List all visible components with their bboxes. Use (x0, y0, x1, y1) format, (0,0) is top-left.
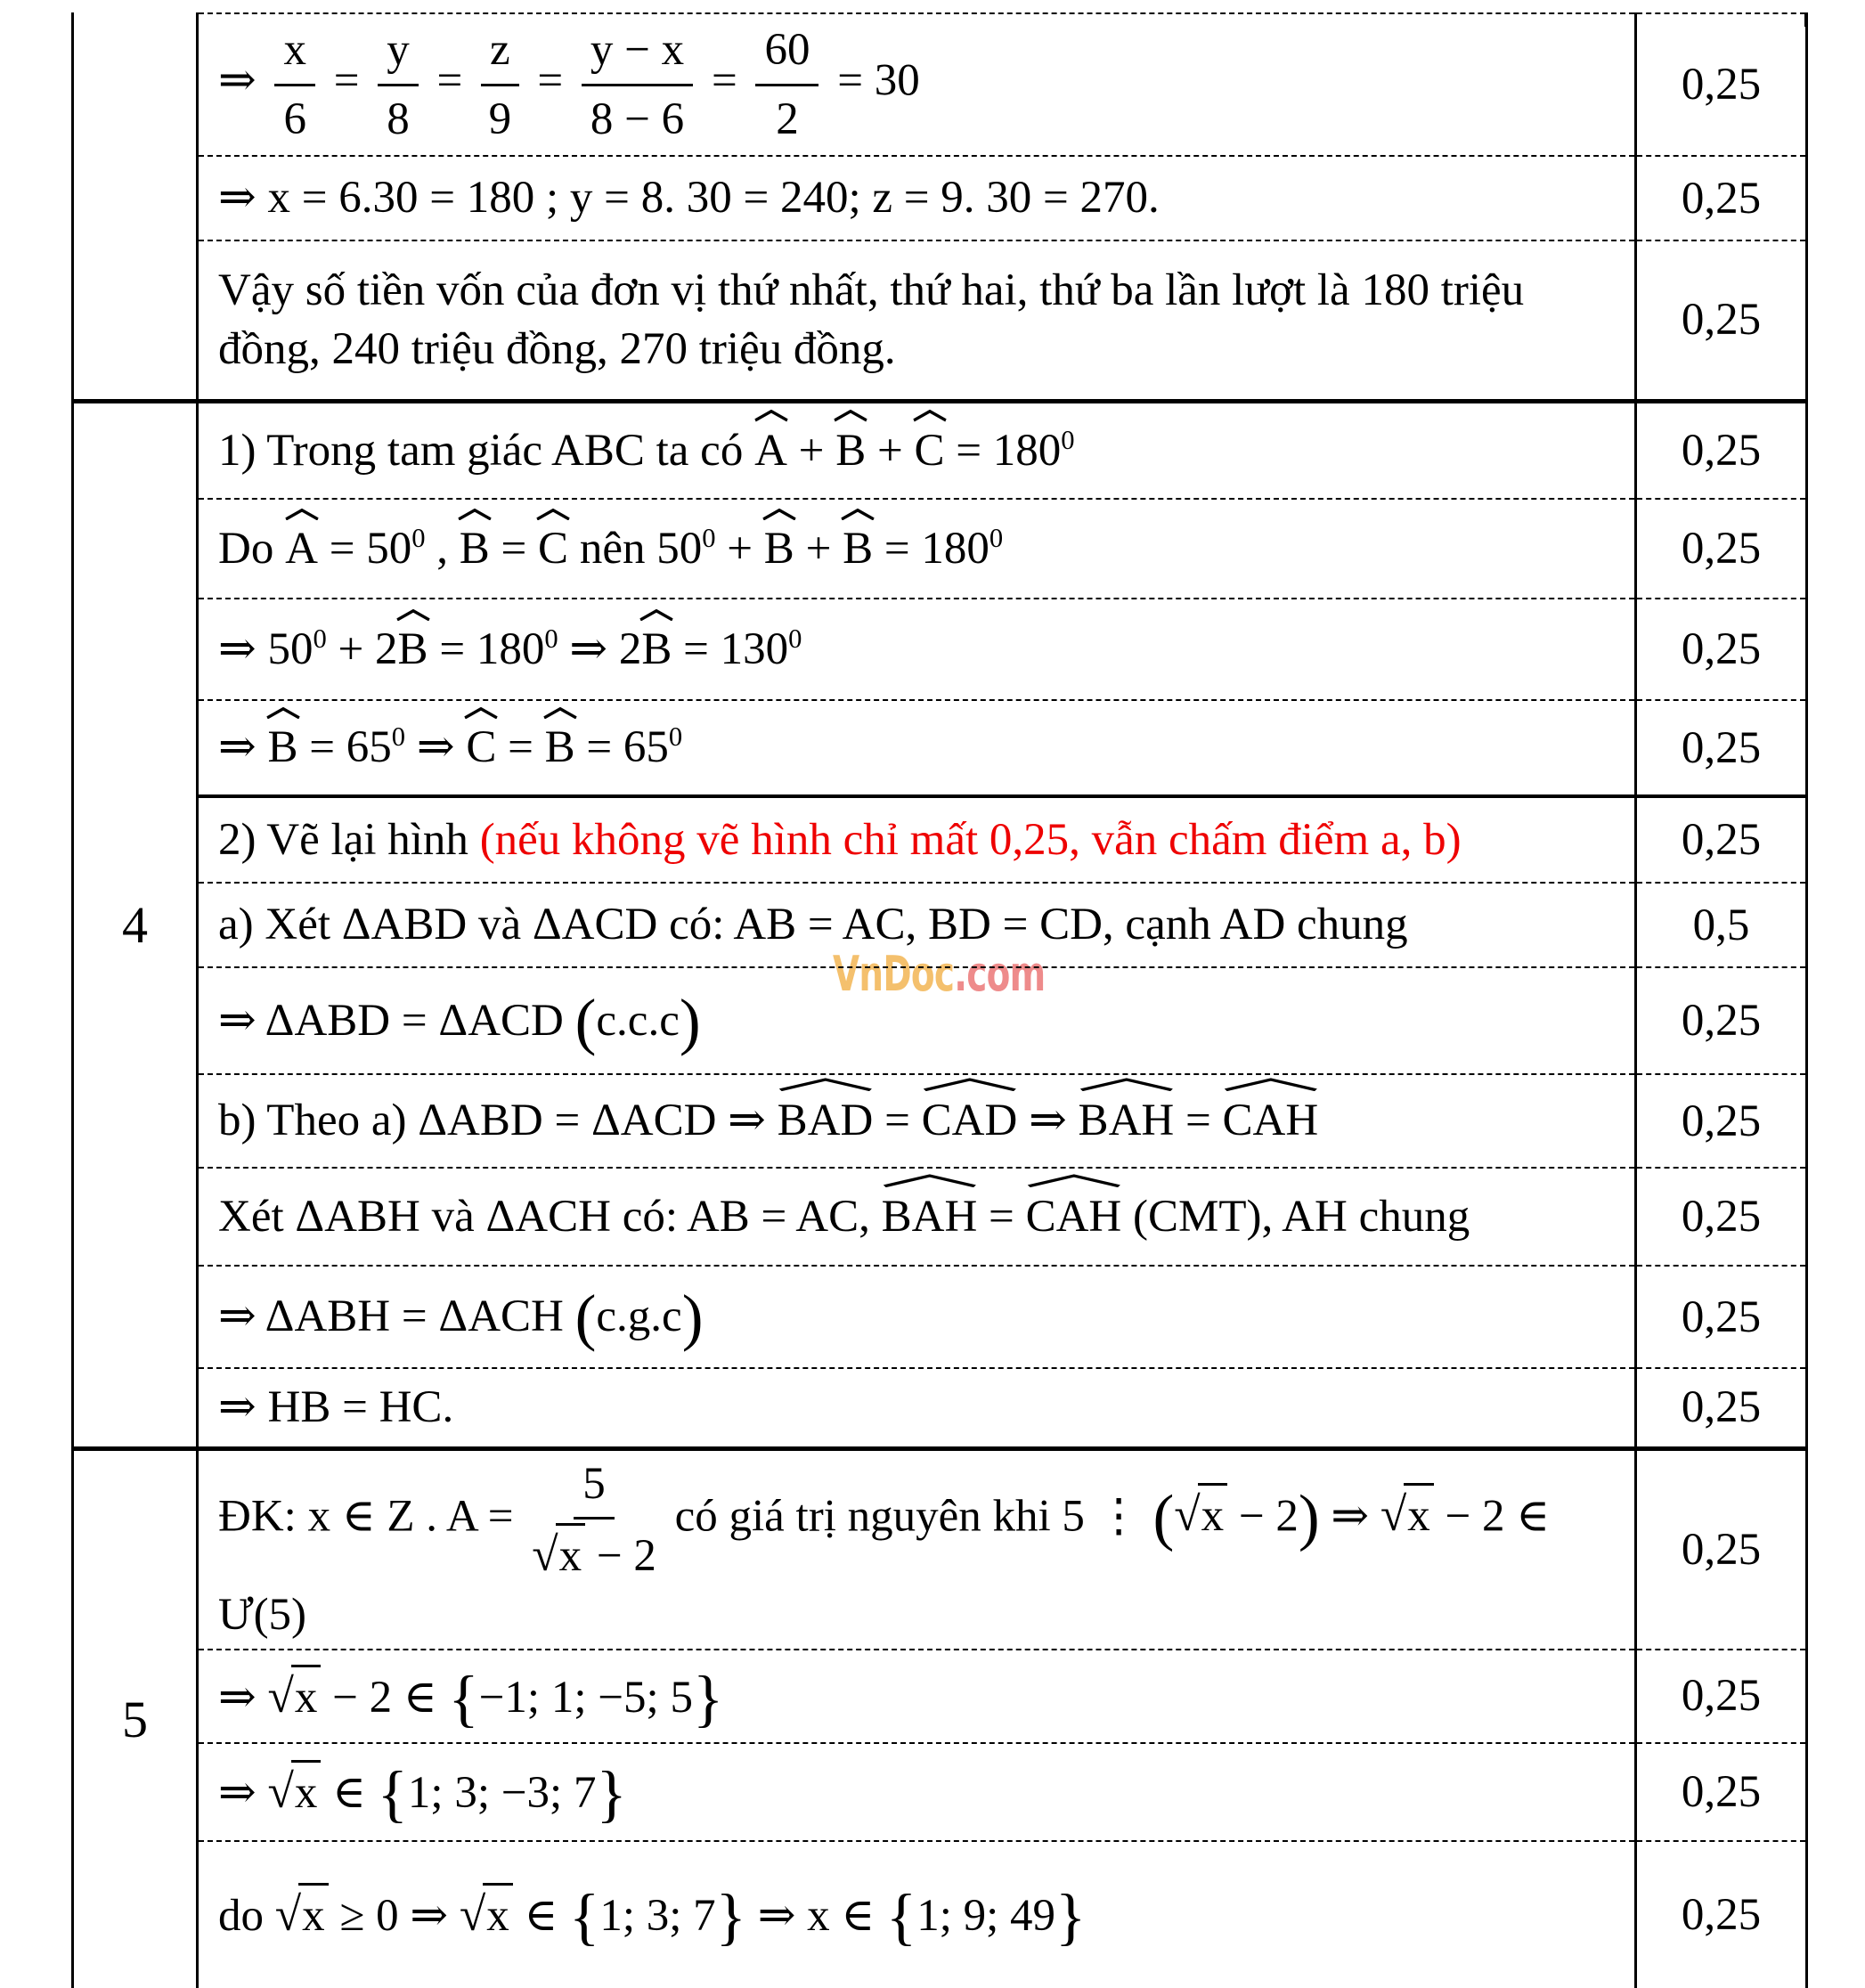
math-text: = 50 (317, 523, 412, 574)
superscript: 0 (313, 623, 327, 654)
hat-base: C (538, 523, 569, 574)
math-text: ∈ (321, 1768, 378, 1819)
big-delimiter: } (692, 1663, 724, 1734)
hat-icon (762, 509, 796, 520)
big-delimiter: ) (681, 1282, 704, 1353)
math-text: = (496, 722, 545, 773)
angle-wide-hat (1026, 1187, 1122, 1246)
column-rule-extension (1804, 12, 1807, 27)
superscript: 0 (989, 522, 1004, 553)
math-text: ⇒ (1017, 1096, 1079, 1146)
big-delimiter: } (715, 1881, 746, 1952)
big-delimiter: } (596, 1758, 627, 1829)
math-text: x (283, 25, 306, 76)
fraction (582, 20, 693, 149)
superscript: 0 (411, 522, 426, 553)
wide-hat-icon (1026, 1174, 1122, 1187)
hat-base: BAH (881, 1191, 978, 1242)
solution-cell (198, 1743, 1636, 1841)
square-root (459, 1887, 513, 1942)
radical-icon: √ (267, 1668, 294, 1723)
math-text: (CMT), AH chung (1121, 1191, 1470, 1242)
hat-base: B (843, 523, 874, 574)
radicand: x (291, 1760, 322, 1822)
score-cell: 0,25 (1636, 700, 1807, 796)
score-cell: 0,25 (1636, 240, 1807, 401)
math-text: Do (218, 523, 286, 574)
big-delimiter: ( (1152, 1481, 1175, 1552)
math-text: = 30 (826, 55, 920, 106)
solution-cell (198, 499, 1636, 599)
math-text: = (525, 55, 574, 106)
hat-base: B (835, 425, 867, 476)
table-row (73, 1448, 1807, 1650)
math-text: c.g.c (596, 1291, 682, 1342)
big-delimiter: ) (679, 986, 701, 1057)
math-text: 8 − 6 (590, 94, 685, 144)
score-cell: 0,25 (1636, 1841, 1807, 1988)
table-row (73, 599, 1807, 700)
math-text: 5 (582, 1458, 606, 1509)
math-text: y (387, 25, 410, 76)
hat-icon (536, 509, 570, 520)
big-delimiter: { (885, 1881, 917, 1952)
table-row (73, 13, 1807, 156)
fraction (481, 20, 519, 149)
wide-hat-icon (882, 1174, 978, 1187)
math-text: ⇒ HB = HC. (218, 1382, 454, 1433)
math-text: = (489, 523, 539, 574)
radical-icon: √ (267, 1764, 294, 1819)
fraction-denominator (590, 86, 684, 149)
math-text: 1; 3; −3; 7 (407, 1768, 597, 1819)
math-text: = 180 (873, 523, 990, 574)
math-text: 2) Vẽ lại hình (218, 814, 480, 865)
solution-cell (198, 883, 1636, 967)
math-text: = 130 (672, 623, 789, 674)
math-text: = (873, 1096, 922, 1146)
math-text: = (322, 55, 371, 106)
fraction-numerator (574, 1454, 615, 1520)
hat-icon (834, 410, 867, 421)
angle-wide-hat (882, 1187, 978, 1246)
score-cell: 0,25 (1636, 1743, 1807, 1841)
radicand: x (298, 1883, 329, 1945)
fraction-numerator (274, 20, 315, 86)
angle-hat (835, 421, 866, 480)
hat-base: BAH (1078, 1096, 1175, 1146)
solution-cell (198, 1841, 1636, 1988)
table-row (73, 883, 1807, 967)
score-cell: 0,5 (1636, 883, 1807, 967)
hat-base: B (641, 623, 672, 674)
math-text: do (218, 1891, 275, 1942)
big-delimiter: { (448, 1663, 479, 1734)
math-text: + (715, 523, 764, 574)
radical-icon: √ (459, 1887, 486, 1942)
score-cell: 0,25 (1636, 1368, 1807, 1448)
solution-cell (198, 1650, 1636, 1743)
angle-wide-hat (1223, 1091, 1319, 1150)
scoring-table (71, 12, 1808, 1988)
table-row (73, 1841, 1807, 1988)
math-text: −1; 1; −5; 5 (478, 1672, 693, 1723)
hat-base: CAH (1025, 1191, 1122, 1242)
score-cell: 0,25 (1636, 499, 1807, 599)
math-text: 60 (764, 25, 810, 76)
hat-base: C (466, 722, 497, 773)
table-row (73, 401, 1807, 499)
fraction (274, 20, 315, 149)
math-text: = 180 (944, 425, 1062, 476)
superscript: 0 (391, 721, 406, 753)
hat-icon (284, 509, 318, 520)
angle-wide-hat (922, 1091, 1018, 1150)
hat-base: CAH (1222, 1096, 1319, 1146)
big-delimiter: { (569, 1881, 600, 1952)
score-cell: 0,25 (1636, 156, 1807, 240)
answer-table-body (73, 13, 1807, 1988)
solution-cell (198, 796, 1636, 883)
superscript: 0 (668, 721, 683, 753)
math-text: có giá trị nguyên khi 5 ⋮ (663, 1491, 1153, 1542)
math-text: 6 (283, 94, 306, 144)
table-row (73, 1743, 1807, 1841)
math-text: = 65 (297, 722, 392, 773)
angle-hat (843, 519, 873, 578)
math-text: − 2 (585, 1530, 656, 1581)
solution-cell (198, 599, 1636, 700)
math-text: ⇒ x ∈ (745, 1891, 886, 1942)
math-text: ⇒ (405, 722, 467, 773)
math-text: ⇒ 2 (558, 623, 642, 674)
fraction-denominator (776, 86, 799, 149)
angle-hat (285, 519, 318, 578)
solution-cell (198, 1448, 1636, 1650)
angle-hat (466, 718, 496, 777)
question-number-cell: 5 (73, 1448, 198, 1988)
math-text: ⇒ ΔABH = ΔACH (218, 1291, 575, 1342)
watermark-secondary-text: .com (954, 946, 1046, 1002)
table-row (73, 1168, 1807, 1266)
red-note-text: (nếu không vẽ hình chỉ mất 0,25, vẫn chấm điểm a, b) (479, 814, 1462, 865)
math-text: a) Xét ΔABD và ΔACD có: AB = AC, BD = CD, cạnh AD chung (218, 900, 1408, 950)
hat-icon (753, 410, 787, 421)
column-rule-extension (71, 12, 74, 27)
score-cell: 0,25 (1636, 13, 1807, 156)
math-text: ⇒ (218, 55, 268, 106)
score-cell: 0,25 (1636, 1168, 1807, 1266)
solution-cell (198, 1074, 1636, 1168)
big-delimiter: ) (1298, 1481, 1320, 1552)
math-text: ⇒ (218, 1768, 268, 1819)
solution-cell (198, 700, 1636, 796)
hat-base: BAD (777, 1096, 874, 1146)
hat-base: B (544, 722, 575, 773)
radical-icon: √ (274, 1887, 302, 1942)
score-cell: 0,25 (1636, 796, 1807, 883)
math-text: ∈ (512, 1891, 570, 1942)
square-root (274, 1887, 329, 1942)
math-text: = (425, 55, 475, 106)
math-text: ⇒ (1319, 1491, 1380, 1542)
angle-hat (754, 421, 787, 480)
score-cell: 0,25 (1636, 1266, 1807, 1368)
wide-hat-icon (922, 1078, 1018, 1091)
math-text: Vậy số tiền vốn của đơn vị thứ nhất, thứ hai, thứ ba lần lượt là 180 triệu đồng, 240 triệu đồng, 270 triệu đồng. (218, 265, 1525, 375)
big-delimiter: { (377, 1758, 408, 1829)
hat-icon (841, 509, 875, 520)
math-text: 8 (387, 94, 410, 144)
hat-base: A (754, 425, 787, 476)
math-text: ≥ 0 ⇒ (328, 1891, 460, 1942)
radicand: x (1404, 1483, 1434, 1545)
solution-cell (198, 13, 1636, 156)
score-cell: 0,25 (1636, 401, 1807, 499)
math-text: + (786, 425, 836, 476)
score-cell: 0,25 (1636, 1650, 1807, 1743)
hat-base: A (285, 523, 318, 574)
math-text: − 2 ∈ (321, 1672, 449, 1723)
square-root (532, 1527, 585, 1581)
math-text: 1; 9; 49 (916, 1891, 1056, 1942)
radicand: x (483, 1883, 513, 1945)
radicand: x (291, 1665, 322, 1727)
solution-cell (198, 967, 1636, 1074)
hat-base: B (267, 722, 298, 773)
fraction-numerator (755, 20, 818, 86)
math-text: + (866, 425, 915, 476)
math-text: − 2 (1227, 1491, 1299, 1542)
solution-cell (198, 1168, 1636, 1266)
scoring-table-wrap (71, 12, 1865, 1988)
math-text: 1) Trong tam giác ABC ta có (218, 425, 755, 476)
hat-base: CAD (921, 1096, 1018, 1146)
hat-base: B (397, 623, 428, 674)
superscript: 0 (1061, 424, 1075, 455)
big-delimiter: } (1055, 1881, 1087, 1952)
angle-hat (267, 718, 297, 777)
score-cell: 0,25 (1636, 1074, 1807, 1168)
solution-cell (198, 240, 1636, 401)
radicand: x (556, 1523, 586, 1585)
hat-base: B (459, 523, 490, 574)
fraction-denominator (532, 1520, 656, 1586)
radical-icon: √ (1380, 1487, 1407, 1542)
fraction-denominator (283, 86, 306, 149)
column-rule-extension (1634, 12, 1637, 27)
superscript: 0 (702, 522, 716, 553)
math-text: ⇒ (218, 1672, 268, 1723)
table-row (73, 1650, 1807, 1743)
math-text: 2 (776, 94, 799, 144)
math-text: b) Theo a) ΔABD = ΔACD ⇒ (218, 1096, 778, 1146)
math-text: 1; 3; 7 (599, 1891, 716, 1942)
math-text: − 2 ∈ Ư(5) (218, 1491, 1551, 1641)
answer-sheet-page (0, 12, 1865, 1952)
solution-cell (198, 1266, 1636, 1368)
score-cell: 0,25 (1636, 1448, 1807, 1650)
math-text: 9 (488, 94, 512, 144)
table-row (73, 796, 1807, 883)
table-row (73, 499, 1807, 599)
math-text: y − x (590, 25, 685, 76)
fraction (755, 20, 818, 149)
angle-hat (398, 620, 428, 679)
hat-base: C (914, 425, 945, 476)
math-text: = (700, 55, 749, 106)
hat-icon (912, 410, 946, 421)
hat-icon (265, 707, 299, 719)
square-root (1174, 1487, 1227, 1542)
math-text: ⇒ ΔABD = ΔACD (218, 995, 575, 1046)
math-text: + 2 (326, 623, 398, 674)
score-cell: 0,25 (1636, 599, 1807, 700)
math-text: z (490, 25, 510, 76)
hat-icon (464, 707, 498, 719)
question-number-cell: 4 (73, 401, 198, 1448)
fraction-numerator (378, 20, 419, 86)
square-root (1380, 1487, 1434, 1542)
math-text: Xét ΔABH và ΔACH có: AB = AC, (218, 1191, 882, 1242)
hat-icon (395, 609, 429, 621)
watermark-primary-text: VnDoc (833, 946, 955, 1002)
radical-icon: √ (532, 1527, 558, 1581)
math-text: + (794, 523, 843, 574)
angle-hat (641, 620, 672, 679)
hat-icon (639, 609, 673, 621)
table-row (73, 240, 1807, 401)
solution-cell (198, 1368, 1636, 1448)
square-root (267, 1668, 321, 1723)
table-row (73, 1266, 1807, 1368)
square-root (267, 1764, 321, 1819)
angle-hat (460, 519, 490, 578)
question-number-cell (73, 13, 198, 401)
math-text: ⇒ (218, 722, 268, 773)
table-row (73, 156, 1807, 240)
hat-base: B (763, 523, 794, 574)
math-text: = (977, 1191, 1026, 1242)
superscript: 0 (788, 623, 802, 654)
math-text: nên 50 (568, 523, 703, 574)
big-delimiter: ( (574, 986, 597, 1057)
solution-cell (198, 401, 1636, 499)
fraction (378, 20, 419, 149)
math-text: ⇒ x = 6.30 = 180 ; y = 8. 30 = 240; z = 9. 30 = 270. (218, 173, 1160, 224)
column-rule-extension (196, 12, 199, 27)
table-row (73, 1368, 1807, 1448)
score-cell: 0,25 (1636, 967, 1807, 1074)
angle-wide-hat (778, 1091, 874, 1150)
math-text: ⇒ 50 (218, 623, 314, 674)
fraction (532, 1454, 656, 1586)
fraction-denominator (387, 86, 410, 149)
wide-hat-icon (778, 1078, 874, 1091)
hat-icon (543, 707, 577, 719)
table-row (73, 700, 1807, 796)
math-text: c.c.c (596, 995, 680, 1046)
wide-hat-icon (1223, 1078, 1319, 1091)
big-delimiter: ( (574, 1282, 597, 1353)
math-text: ĐK: x ∈ Z . A = (218, 1491, 525, 1542)
fraction-numerator (582, 20, 693, 86)
fraction-numerator (481, 20, 519, 86)
angle-hat (764, 519, 794, 578)
math-text: , (425, 523, 460, 574)
solution-cell (198, 156, 1636, 240)
hat-icon (458, 509, 492, 520)
math-text: = 65 (574, 722, 669, 773)
fraction-denominator (489, 86, 512, 149)
table-row (73, 967, 1807, 1074)
angle-hat (914, 421, 944, 480)
superscript: 0 (544, 623, 558, 654)
radicand: x (1198, 1483, 1228, 1545)
angle-wide-hat (1079, 1091, 1175, 1150)
angle-hat (545, 718, 575, 777)
wide-hat-icon (1079, 1078, 1175, 1091)
angle-hat (538, 519, 568, 578)
math-text: = 180 (428, 623, 545, 674)
radical-icon: √ (1174, 1487, 1201, 1542)
math-text: = (1174, 1096, 1223, 1146)
table-row (73, 1074, 1807, 1168)
